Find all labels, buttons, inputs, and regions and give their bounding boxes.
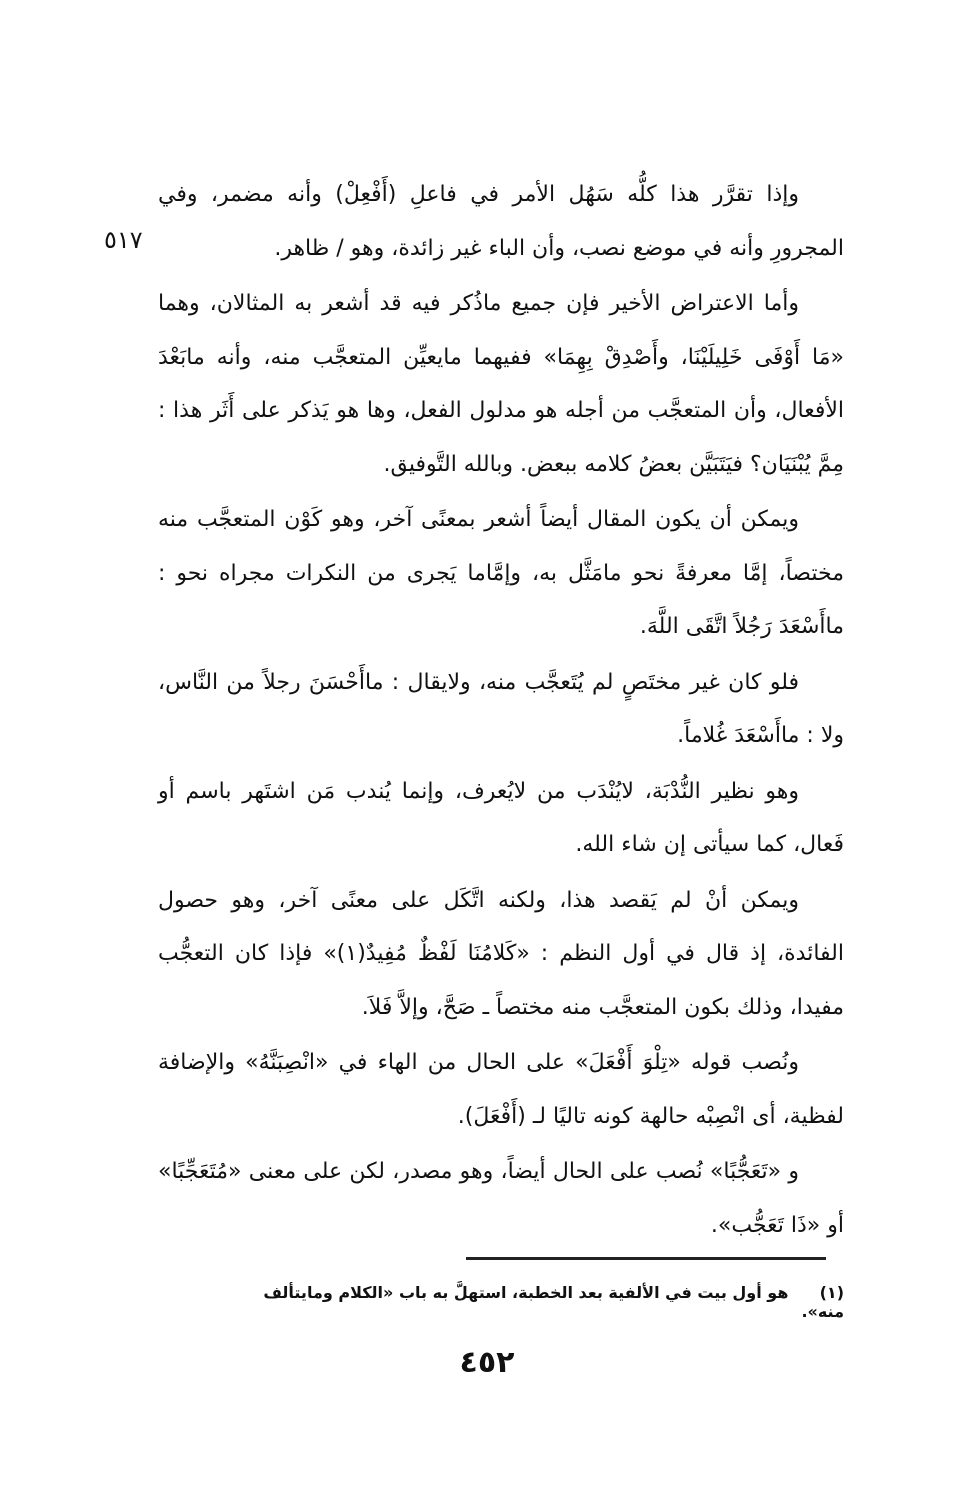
paragraph-6: ويمكن أنْ لم يَقصد هذا، ولكنه اتَّكَل على معنًى آخر، وهو حصول الفائدة، إذ قال في أول النظم : «كَلامُنَا لَفْظٌ مُفِيدٌ(١)» فإذا كان التعجُّب مفيدا، وذلك بكون المتعجَّب منه مختصاً ـ صَحَّ، وإلاَّ فَلاَ.: [158, 887, 844, 1020]
paragraph-8: و «تَعَجُّبًا» نُصب على الحال أيضاً، وهو مصدر، لكن على معنى «مُتَعَجِّبًا» أو «ذَا تَعَجُّب».: [158, 1159, 844, 1238]
footnote-number: (١): [819, 1283, 844, 1302]
footnote-divider: [466, 1257, 826, 1260]
paragraph-5: وهو نظير النُّدْبَة، لايُنْدَب من لايُعرف، وإنما يُندب مَن اشتَهر باسم أو فَعال، كما سيأتى إن شاء الله.: [158, 778, 844, 857]
body-text: [158, 168, 844, 1254]
paragraph-2: وأما الاعتراض الأخير فإن جميع ماذُكر فيه قد أشعر به المثالان، وهما «مَا أَوْفَى خَلِيلَيْنَا، وأَصْدِقْ بِهِمَا» ففيهما مايعيِّن المتعجَّب منه، وأنه مابَعْدَ الأفعال، وأن المتعجَّب من أجله هو مدلول الفعل، وها هو يَذكر على أَثَر هذا : مِمَّ يُبْنَيَان؟ فيَتَبَيَّن بعضُ كلامه ببعض. وبالله التَّوفيق.: [158, 291, 844, 477]
margin-page-reference: ٥١٧: [104, 226, 143, 254]
page-number: ٤٥٢: [459, 1345, 515, 1380]
paragraph-7: ونُصب قوله «تِلْوَ أَفْعَلَ» على الحال من الهاء في «انْصِبَنَّهُ» والإضافة لفظية، أى انْصِبْه حالهة كونه تاليًا لـ (أَفْعَلَ).: [158, 1050, 844, 1129]
paragraph-1: وإذا تقرَّر هذا كلُّه سَهُل الأمر في فاعلِ (أَفْعِلْ) وأنه مضمر، وفي المجرورِ وأنه في موضع نصب، وأن الباء غير زائدة، وهو / ظاهر.: [158, 182, 844, 261]
paragraph-3: ويمكن أن يكون المقال أيضاً أشعر بمعنًى آخر، وهو كَوْن المتعجَّب منه مختصاً، إمَّا معرفةً نحو مامَثَّل به، وإمَّاما يَجرى من النكرات مجراه نحو : ماأَسْعَدَ رَجُلاً اتَّقَى اللَّهَ.: [158, 507, 844, 639]
paragraph-4: فلو كان غير مختَصٍ لم يُتَعجَّب منه، ولايقال : ماأَحْسَنَ رجلاً من النَّاس، ولا : ماأَسْعَدَ غُلاماً.: [158, 669, 844, 748]
footnote: [250, 1283, 844, 1321]
footnote-text: هو أول بيت في الألفية بعد الخطبة، استهلَّ به باب «الكلام ومايتألف منه».: [263, 1283, 844, 1321]
